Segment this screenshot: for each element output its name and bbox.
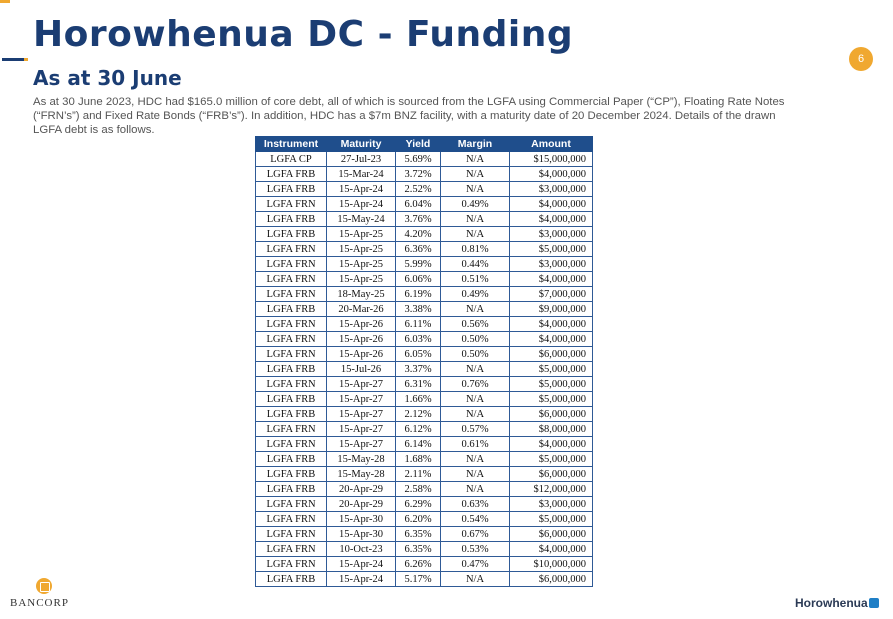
cell-amount: $4,000,000 <box>510 332 593 347</box>
table-row <box>256 422 593 437</box>
cell-amount: $7,000,000 <box>510 287 593 302</box>
cell-yield: 2.12% <box>396 407 441 422</box>
table-row <box>256 437 593 452</box>
cell-margin: N/A <box>441 302 510 317</box>
cell-amount: $9,000,000 <box>510 302 593 317</box>
cell-instrument: LGFA FRB <box>256 392 327 407</box>
cell-margin: N/A <box>441 167 510 182</box>
cell-yield: 6.19% <box>396 287 441 302</box>
cell-instrument: LGFA CP <box>256 152 327 167</box>
cell-amount: $15,000,000 <box>510 152 593 167</box>
cell-yield: 6.12% <box>396 422 441 437</box>
cell-maturity: 20-Apr-29 <box>327 482 396 497</box>
cell-amount: $4,000,000 <box>510 542 593 557</box>
title-accent-tick <box>24 58 28 61</box>
table-row <box>256 572 593 587</box>
cell-amount: $12,000,000 <box>510 482 593 497</box>
cell-amount: $6,000,000 <box>510 467 593 482</box>
cell-maturity: 15-Apr-25 <box>327 242 396 257</box>
cell-instrument: LGFA FRB <box>256 467 327 482</box>
cell-instrument: LGFA FRN <box>256 332 327 347</box>
cell-maturity: 15-Apr-25 <box>327 257 396 272</box>
cell-margin: 0.49% <box>441 197 510 212</box>
table-row <box>256 392 593 407</box>
cell-maturity: 15-May-24 <box>327 212 396 227</box>
cell-maturity: 20-Apr-29 <box>327 497 396 512</box>
cell-yield: 1.66% <box>396 392 441 407</box>
cell-amount: $5,000,000 <box>510 377 593 392</box>
table-row <box>256 482 593 497</box>
cell-margin: N/A <box>441 407 510 422</box>
page-subtitle: As at 30 June <box>33 66 182 90</box>
table-row <box>256 197 593 212</box>
cell-amount: $10,000,000 <box>510 557 593 572</box>
cell-instrument: LGFA FRB <box>256 362 327 377</box>
cell-maturity: 15-Mar-24 <box>327 167 396 182</box>
cell-maturity: 15-Apr-27 <box>327 377 396 392</box>
cell-yield: 6.35% <box>396 527 441 542</box>
cell-yield: 6.20% <box>396 512 441 527</box>
table-row <box>256 497 593 512</box>
cell-maturity: 15-Apr-30 <box>327 512 396 527</box>
cell-margin: N/A <box>441 212 510 227</box>
table-row <box>256 182 593 197</box>
page-number-badge: 6 <box>849 47 873 71</box>
cell-amount: $6,000,000 <box>510 572 593 587</box>
bancorp-logo-text: BANCORP <box>10 597 69 609</box>
cell-yield: 6.04% <box>396 197 441 212</box>
cell-yield: 5.69% <box>396 152 441 167</box>
cell-maturity: 15-Apr-30 <box>327 527 396 542</box>
lgfa-debt-table <box>255 136 593 587</box>
cell-amount: $4,000,000 <box>510 437 593 452</box>
table-row <box>256 512 593 527</box>
table-row <box>256 212 593 227</box>
cell-amount: $3,000,000 <box>510 257 593 272</box>
cell-margin: 0.56% <box>441 317 510 332</box>
cell-amount: $4,000,000 <box>510 212 593 227</box>
cell-amount: $4,000,000 <box>510 197 593 212</box>
cell-yield: 6.26% <box>396 557 441 572</box>
bancorp-emblem-icon <box>36 578 52 594</box>
cell-instrument: LGFA FRN <box>256 437 327 452</box>
cell-maturity: 15-Apr-24 <box>327 182 396 197</box>
cell-maturity: 15-Jul-26 <box>327 362 396 377</box>
cell-instrument: LGFA FRN <box>256 317 327 332</box>
cell-instrument: LGFA FRN <box>256 422 327 437</box>
cell-amount: $5,000,000 <box>510 242 593 257</box>
table-row <box>256 557 593 572</box>
cell-amount: $6,000,000 <box>510 407 593 422</box>
cell-amount: $8,000,000 <box>510 422 593 437</box>
cell-instrument: LGFA FRN <box>256 557 327 572</box>
cell-yield: 6.06% <box>396 272 441 287</box>
cell-margin: N/A <box>441 182 510 197</box>
cell-yield: 6.14% <box>396 437 441 452</box>
cell-maturity: 15-Apr-24 <box>327 197 396 212</box>
cell-amount: $3,000,000 <box>510 227 593 242</box>
cell-yield: 6.31% <box>396 377 441 392</box>
cell-margin: 0.50% <box>441 347 510 362</box>
col-header-margin: Margin <box>441 137 510 152</box>
cell-yield: 1.68% <box>396 452 441 467</box>
cell-maturity: 15-May-28 <box>327 452 396 467</box>
horowhenua-logo-text: Horowhenua <box>795 596 868 610</box>
horowhenua-emblem-icon <box>869 598 879 608</box>
cell-maturity: 15-Apr-24 <box>327 557 396 572</box>
cell-instrument: LGFA FRN <box>256 542 327 557</box>
cell-margin: 0.49% <box>441 287 510 302</box>
cell-margin: N/A <box>441 152 510 167</box>
cell-yield: 3.37% <box>396 362 441 377</box>
table-row <box>256 242 593 257</box>
table-row <box>256 362 593 377</box>
cell-margin: 0.53% <box>441 542 510 557</box>
table-row <box>256 452 593 467</box>
col-header-maturity: Maturity <box>327 137 396 152</box>
cell-margin: N/A <box>441 452 510 467</box>
cell-maturity: 15-Apr-26 <box>327 332 396 347</box>
cell-amount: $5,000,000 <box>510 452 593 467</box>
cell-yield: 6.35% <box>396 542 441 557</box>
cell-amount: $3,000,000 <box>510 497 593 512</box>
cell-yield: 3.76% <box>396 212 441 227</box>
cell-yield: 6.36% <box>396 242 441 257</box>
cell-maturity: 15-Apr-25 <box>327 272 396 287</box>
cell-instrument: LGFA FRB <box>256 452 327 467</box>
cell-instrument: LGFA FRN <box>256 497 327 512</box>
cell-margin: 0.54% <box>441 512 510 527</box>
cell-yield: 2.58% <box>396 482 441 497</box>
title-accent-bar <box>2 58 24 61</box>
table-header-row <box>256 137 593 152</box>
cell-maturity: 27-Jul-23 <box>327 152 396 167</box>
cell-instrument: LGFA FRN <box>256 272 327 287</box>
cell-margin: 0.47% <box>441 557 510 572</box>
cell-yield: 3.72% <box>396 167 441 182</box>
cell-yield: 6.03% <box>396 332 441 347</box>
cell-maturity: 20-Mar-26 <box>327 302 396 317</box>
cell-margin: N/A <box>441 227 510 242</box>
cell-instrument: LGFA FRN <box>256 197 327 212</box>
cell-margin: 0.67% <box>441 527 510 542</box>
cell-instrument: LGFA FRN <box>256 287 327 302</box>
cell-amount: $4,000,000 <box>510 167 593 182</box>
table-row <box>256 302 593 317</box>
cell-yield: 5.17% <box>396 572 441 587</box>
table-row <box>256 542 593 557</box>
cell-margin: 0.57% <box>441 422 510 437</box>
top-accent-bar <box>0 0 10 3</box>
table-row <box>256 257 593 272</box>
table-row <box>256 167 593 182</box>
col-header-instrument: Instrument <box>256 137 327 152</box>
table-row <box>256 347 593 362</box>
cell-yield: 2.11% <box>396 467 441 482</box>
intro-paragraph: As at 30 June 2023, HDC had $165.0 million of core debt, all of which is sourced from the LGFA using Commercial Paper (“CP”), Floating Rate Notes (“FRN’s”) and Fixed Rate Bonds (“FRB’s”). In addition, HDC has a $7m BNZ facility, with a maturity date of 20 December 2024. Details of the drawn LGFA debt is as follows. <box>33 96 785 137</box>
cell-margin: N/A <box>441 392 510 407</box>
table-row <box>256 152 593 167</box>
cell-maturity: 15-Apr-26 <box>327 347 396 362</box>
cell-margin: 0.63% <box>441 497 510 512</box>
cell-maturity: 15-May-28 <box>327 467 396 482</box>
cell-instrument: LGFA FRN <box>256 527 327 542</box>
cell-amount: $5,000,000 <box>510 362 593 377</box>
cell-maturity: 10-Oct-23 <box>327 542 396 557</box>
cell-instrument: LGFA FRB <box>256 212 327 227</box>
cell-amount: $5,000,000 <box>510 392 593 407</box>
cell-instrument: LGFA FRB <box>256 167 327 182</box>
cell-instrument: LGFA FRB <box>256 302 327 317</box>
cell-yield: 4.20% <box>396 227 441 242</box>
cell-margin: 0.81% <box>441 242 510 257</box>
cell-yield: 3.38% <box>396 302 441 317</box>
cell-margin: N/A <box>441 482 510 497</box>
cell-amount: $6,000,000 <box>510 347 593 362</box>
cell-yield: 6.05% <box>396 347 441 362</box>
cell-yield: 2.52% <box>396 182 441 197</box>
cell-maturity: 18-May-25 <box>327 287 396 302</box>
cell-maturity: 15-Apr-27 <box>327 392 396 407</box>
table-row <box>256 377 593 392</box>
table-row <box>256 407 593 422</box>
cell-margin: 0.44% <box>441 257 510 272</box>
col-header-amount: Amount <box>510 137 593 152</box>
cell-margin: 0.51% <box>441 272 510 287</box>
cell-instrument: LGFA FRB <box>256 482 327 497</box>
cell-margin: N/A <box>441 362 510 377</box>
table-row <box>256 272 593 287</box>
table-row <box>256 467 593 482</box>
cell-maturity: 15-Apr-27 <box>327 422 396 437</box>
col-header-yield: Yield <box>396 137 441 152</box>
cell-yield: 5.99% <box>396 257 441 272</box>
table-row <box>256 527 593 542</box>
cell-maturity: 15-Apr-24 <box>327 572 396 587</box>
cell-margin: 0.50% <box>441 332 510 347</box>
cell-maturity: 15-Apr-27 <box>327 437 396 452</box>
cell-instrument: LGFA FRN <box>256 512 327 527</box>
cell-amount: $5,000,000 <box>510 512 593 527</box>
cell-instrument: LGFA FRN <box>256 377 327 392</box>
cell-margin: 0.61% <box>441 437 510 452</box>
cell-instrument: LGFA FRB <box>256 407 327 422</box>
cell-margin: N/A <box>441 572 510 587</box>
cell-margin: N/A <box>441 467 510 482</box>
cell-amount: $6,000,000 <box>510 527 593 542</box>
cell-amount: $4,000,000 <box>510 317 593 332</box>
table-row <box>256 227 593 242</box>
cell-maturity: 15-Apr-27 <box>327 407 396 422</box>
cell-instrument: LGFA FRN <box>256 347 327 362</box>
horowhenua-logo <box>795 596 879 610</box>
cell-maturity: 15-Apr-26 <box>327 317 396 332</box>
table-row <box>256 287 593 302</box>
cell-yield: 6.29% <box>396 497 441 512</box>
cell-maturity: 15-Apr-25 <box>327 227 396 242</box>
cell-instrument: LGFA FRB <box>256 227 327 242</box>
cell-instrument: LGFA FRB <box>256 182 327 197</box>
cell-instrument: LGFA FRB <box>256 572 327 587</box>
cell-instrument: LGFA FRN <box>256 257 327 272</box>
cell-amount: $4,000,000 <box>510 272 593 287</box>
page-title: Horowhenua DC - Funding <box>33 14 574 55</box>
table-row <box>256 332 593 347</box>
cell-margin: 0.76% <box>441 377 510 392</box>
cell-amount: $3,000,000 <box>510 182 593 197</box>
cell-yield: 6.11% <box>396 317 441 332</box>
table-row <box>256 317 593 332</box>
cell-instrument: LGFA FRN <box>256 242 327 257</box>
